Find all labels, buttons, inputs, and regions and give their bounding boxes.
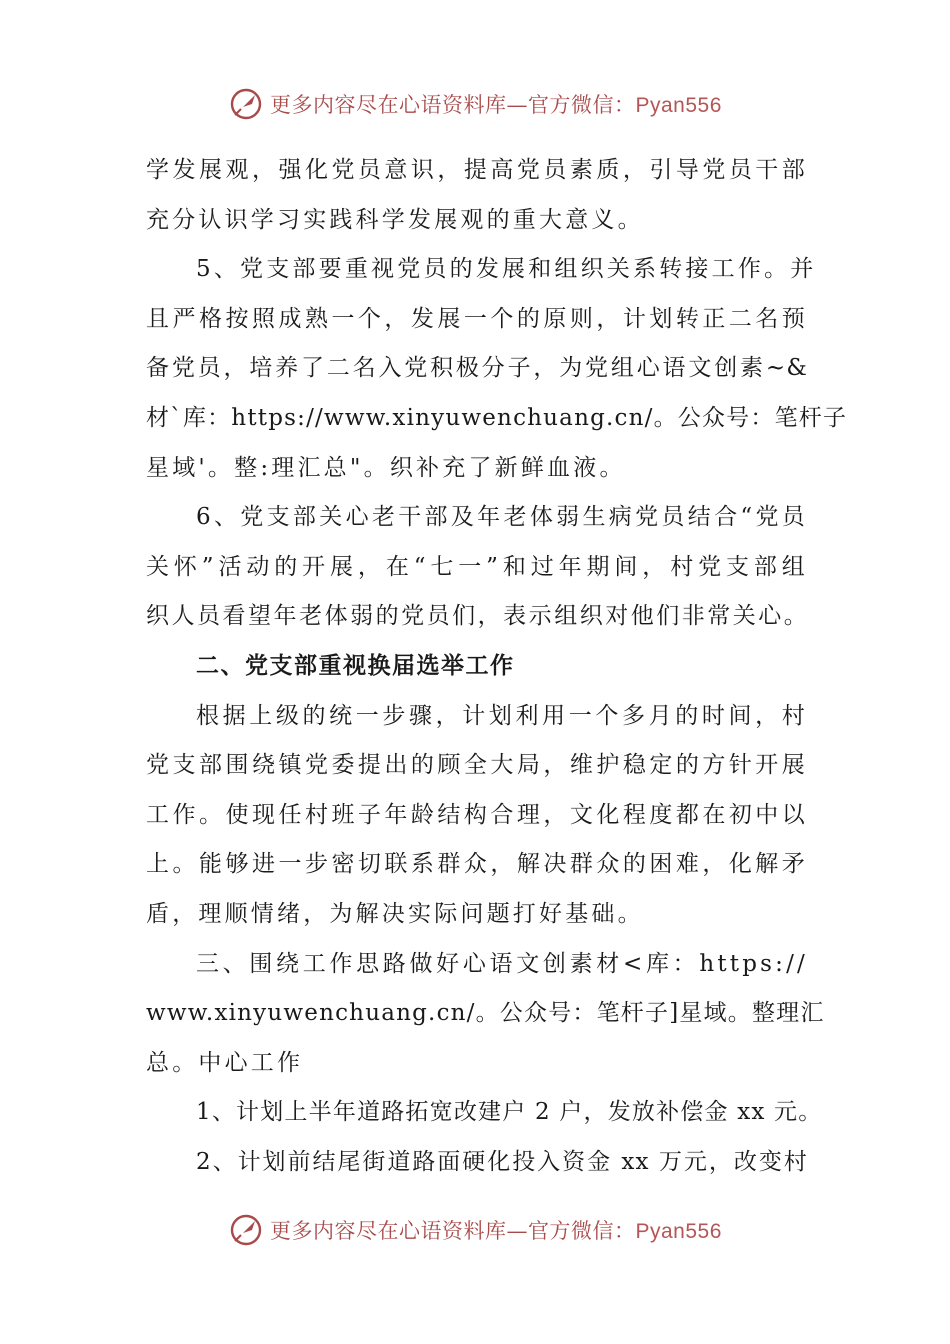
text-line: 关怀”活动的开展，在“七一”和过年期间，村党支部组 [146, 553, 808, 580]
text-line: 且严格按照成熟一个，发展一个的原则，计划转正二名预 [146, 305, 808, 332]
footer-watermark [228, 1210, 722, 1250]
section-heading: 二、党支部重视换届选举工作 [196, 652, 515, 679]
watermark-text: 更多内容尽在心语资料库—官方微信： [270, 93, 636, 117]
quill-logo-icon [228, 1212, 264, 1248]
text-line: 织人员看望年老体弱的党员们，表示组织对他们非常关心。 [146, 603, 808, 630]
text-line: 工作。使现任村班子年龄结构合理，文化程度都在初中以 [146, 801, 808, 828]
text-line: 备党员，培养了二名入党积极分子，为党组心语文创素~& [146, 355, 808, 382]
text-line: 6、党支部关心老干部及年老体弱生病党员结合“党员 [196, 504, 808, 531]
text-line: 学发展观，强化党员意识，提高党员素质，引导党员干部 [146, 157, 808, 183]
text-line: 总。中心工作 [146, 1049, 304, 1076]
text-line: 党支部围绕镇党委提出的顾全大局，维护稳定的方针开展 [146, 752, 808, 779]
wechat-id: Pyan556 [635, 1220, 722, 1243]
text-line: 充分认识学习实践科学发展观的重大意义。 [146, 206, 644, 233]
document-body [146, 146, 848, 1187]
header-watermark [228, 84, 722, 124]
text-line: 1、计划上半年道路拓宽改建户 2 户，发放补偿金 xx 元。 [196, 1099, 823, 1126]
text-line: 5、党支部要重视党员的发展和组织关系转接工作。并 [196, 256, 817, 283]
watermark-text: 更多内容尽在心语资料库—官方微信： [270, 1219, 636, 1243]
quill-logo-icon [228, 86, 264, 122]
text-line: 2、计划前结尾街道路面硬化投入资金 xx 万元，改变村 [196, 1148, 808, 1175]
text-line: www.xinyuwenchuang.cn/。公众号：笔杆子]星域。整理汇 [146, 1000, 825, 1027]
text-line: 材`库：https://www.xinyuwenchuang.cn/。公众号：笔杆子 [146, 404, 848, 431]
text-line: 星域'。整:理汇总"。织补充了新鲜血液。 [146, 454, 626, 481]
text-line: 三、围绕工作思路做好心语文创素材<库：https:// [196, 950, 808, 977]
text-line: 根据上级的统一步骤，计划利用一个多月的时间，村 [196, 702, 808, 729]
text-line: 上。能够进一步密切联系群众，解决群众的困难，化解矛 [146, 851, 808, 878]
text-line: 盾，理顺情绪，为解决实际问题打好基础。 [146, 900, 644, 927]
wechat-id: Pyan556 [635, 94, 722, 117]
